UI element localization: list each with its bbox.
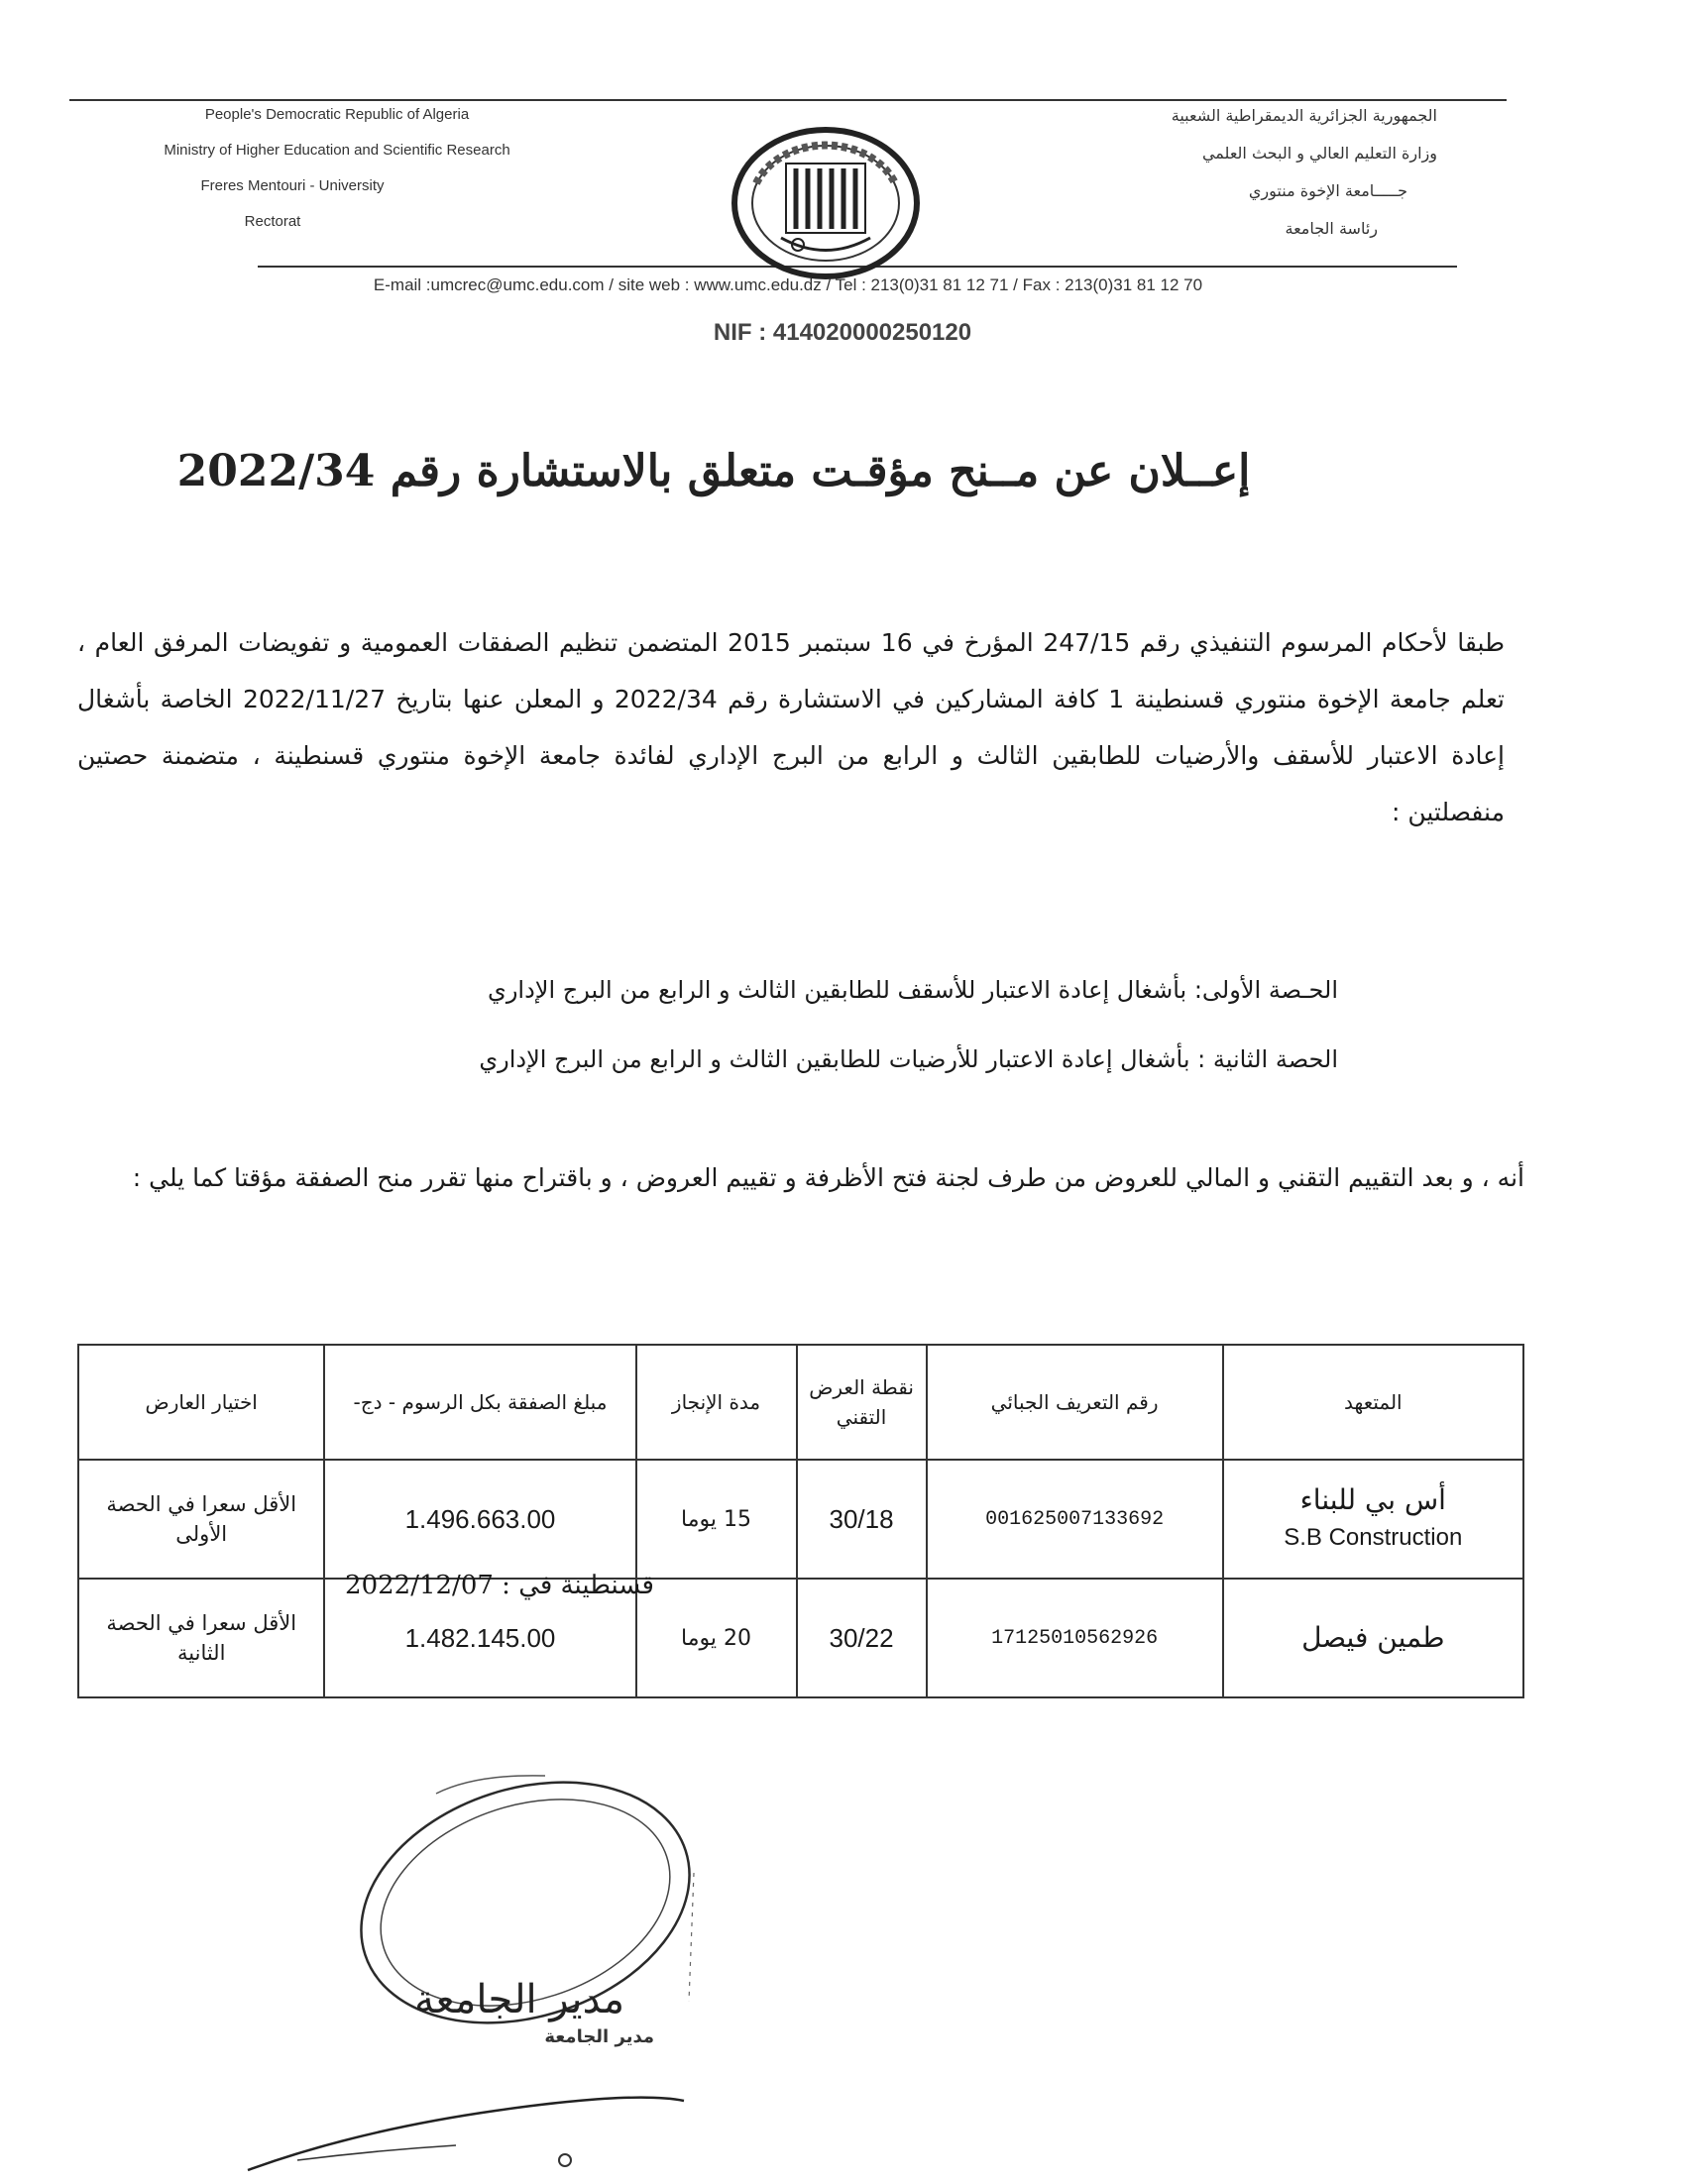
bidder-latin-name: S.B Construction [1284, 1524, 1463, 1551]
header-arabic-line: رئاسة الجامعة [1285, 219, 1378, 238]
header-latin-line: Freres Mentouri - University [200, 177, 385, 194]
table-row [78, 1460, 1523, 1579]
cell-duration: 20 يوما [636, 1579, 797, 1697]
signature-stamp-line [238, 2026, 654, 2047]
cell-bidder [1223, 1579, 1523, 1697]
lot-1: الحـصة الأولى: بأشغال إعادة الاعتبار للأسقف للطابقين الثالث و الرابع من البرج الإداري [488, 976, 1338, 1004]
cell-bidder [1223, 1460, 1523, 1579]
handwritten-signature [238, 2091, 694, 2180]
header-top-rule [69, 99, 1507, 101]
cell-technical-score: 30/22 [797, 1579, 927, 1697]
bidder-name: طمين فيصل [1301, 1621, 1445, 1654]
header-duration: مدة الإنجاز [636, 1345, 797, 1460]
contact-line: E-mail :umcrec@umc.edu.com / site web : www.umc.edu.dz / Tel : 213(0)31 81 12 71 / Fax : 213(0)31 81 12 70 [373, 275, 1203, 294]
document-title: إعــلان عن مــنح مؤقـت متعلق بالاستشارة رقم 2022/34 [176, 446, 1251, 496]
header-arabic-block [1070, 106, 1437, 257]
header-amount: مبلغ الصفقة بكل الرسوم - دج- [324, 1345, 635, 1460]
intro-paragraph: طبقا لأحكام المرسوم التنفيذي رقم 247/15 المؤرخ في 16 سبتمبر 2015 المتضمن تنظيم الصفقات العمومية و تفويضات المرفق العام ، تعلم جامعة الإخوة منتوري قسنطينة 1 كافة المشاركين في الاستشارة رقم 2022/34 و المعلن عنها بتاريخ 2022/11/27 الخاصة بأشغال إعادة الاعتبار للأسقف والأرضيات للطابقين الثالث و الرابع من البرج الإداري لفائدة جامعة الإخوة منتوري قسنطينة ، متضمنة حصتين منفصلتين : [77, 628, 1505, 826]
header-arabic-line: وزارة التعليم العالي و البحث العلمي [1201, 144, 1437, 163]
stamp-text: مدير الجامعة [544, 2026, 654, 2047]
decision-paragraph: أنه ، و بعد التقييم التقني و المالي للعروض من طرف لجنة فتح الأظرفة و تقييم العروض ، و باقتراح منها تقرر منح الصفقة مؤقتا كما يلي : [132, 1163, 1524, 1192]
cell-nif: 001625007133692 [927, 1460, 1223, 1579]
header-latin-line: Rectorat [244, 213, 301, 230]
cell-nif: 17125010562926 [927, 1579, 1223, 1697]
header-choice: اختيار العارض [78, 1345, 324, 1460]
table-header-row [78, 1345, 1523, 1460]
signatory-title: مدير الجامعة [414, 1977, 624, 2022]
header-bidder: المتعهد [1223, 1345, 1523, 1460]
cell-amount: 1.482.145.00 [324, 1579, 635, 1697]
lot-2: الحصة الثانية : بأشغال إعادة الاعتبار للأرضيات للطابقين الثالث و الرابع من البرج الإداري [479, 1045, 1338, 1073]
cell-technical-score: 30/18 [797, 1460, 927, 1579]
header-arabic-line: جـــــامعة الإخوة منتوري [1248, 181, 1407, 200]
header-technical-score: نقطة العرض التقني [797, 1345, 927, 1460]
header-latin-block [79, 106, 595, 249]
cell-choice: الأقل سعرا في الحصة الثانية [78, 1579, 324, 1697]
header-nif: رقم التعريف الجبائي [927, 1345, 1223, 1460]
cell-amount: 1.496.663.00 [324, 1460, 635, 1579]
place-date: قسنطينة في : 2022/12/07 [345, 1571, 654, 1600]
cell-choice: الأقل سعرا في الحصة الأولى [78, 1460, 324, 1579]
university-seal-logo [727, 124, 925, 282]
header-arabic-line: الجمهورية الجزائرية الديمقراطية الشعبية [1171, 106, 1437, 125]
bidder-name: أس بي للبناء [1299, 1483, 1446, 1516]
header-latin-line: People's Democratic Republic of Algeria [204, 106, 470, 123]
cell-duration: 15 يوما [636, 1460, 797, 1579]
header-latin-line: Ministry of Higher Education and Scientific Research [164, 142, 510, 159]
nif-number: NIF : 414020000250120 [713, 319, 972, 346]
awards-table [77, 1344, 1524, 1698]
